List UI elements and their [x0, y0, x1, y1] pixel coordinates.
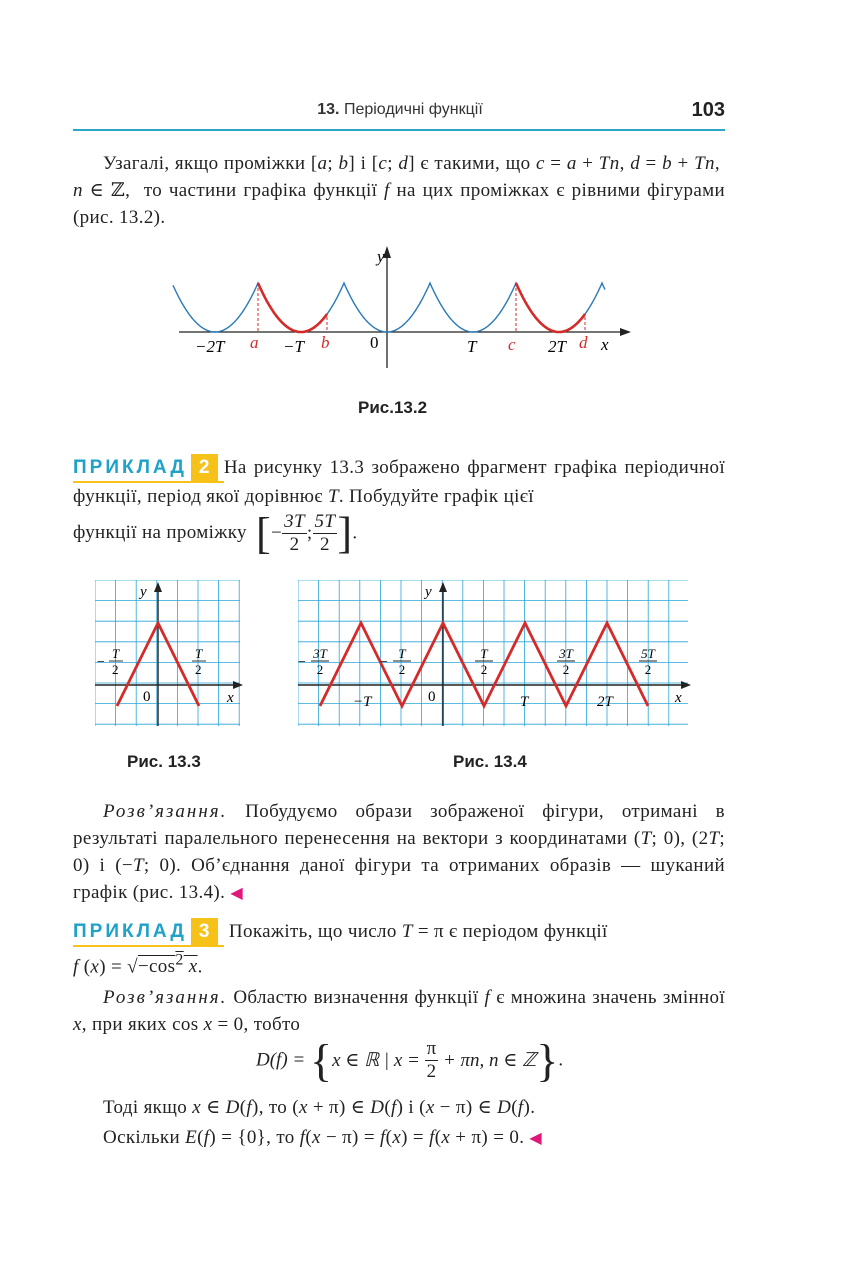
- chapter-number: 13.: [317, 101, 340, 118]
- interval-right-fraction: $\frac{5T}{2}$: [314, 511, 336, 556]
- solution-lead: Розв’язання.: [103, 987, 228, 1008]
- interval-left-fraction: $\frac{3T}{2}$: [284, 511, 305, 556]
- label-b: b: [321, 333, 330, 352]
- axis-y-label: y: [425, 584, 432, 600]
- svg-text:−: −: [380, 655, 388, 670]
- svg-text:2: 2: [644, 662, 652, 677]
- label-negT: −T: [353, 694, 372, 710]
- header-rule: [73, 129, 725, 131]
- running-header: [0, 101, 800, 119]
- figure-13-3: [95, 580, 245, 730]
- solution-3-text: Областю визначення функції f є множина значень змінної x, при яких cos x = 0, тобто: [73, 987, 725, 1035]
- example-number: 2: [191, 454, 218, 481]
- intro-paragraph: Узагалі, якщо проміжки [a; b] і [c; d] є такими, що c = a + Tn, d = b + Tn, n ∈ ℤ, то частини графіка функції f на цих проміжках є рівними фігурами (рис. 13.2).: [73, 153, 726, 228]
- highlight-segment-cd: [516, 283, 585, 332]
- example-3-tag: [73, 918, 224, 947]
- figure-13-4: [298, 580, 693, 730]
- figure-13-2: [165, 240, 635, 370]
- svg-text:−: −: [298, 655, 306, 670]
- solution-3-line-2: Тоді якщо x ∈ D(f), то (x + π) ∈ D(f) і (x − π) ∈ D(f).: [103, 1097, 536, 1118]
- label-T: T: [467, 337, 477, 356]
- tick-right-num: T: [195, 646, 203, 661]
- tick-fraction-label: [639, 646, 657, 677]
- example-2: [73, 454, 725, 510]
- svg-text:3T: 3T: [313, 646, 327, 661]
- end-marker-icon: ◀: [230, 885, 243, 902]
- highlight-segment-ab: [258, 283, 327, 332]
- axis-x-label: x: [601, 335, 609, 354]
- label-d: d: [579, 333, 588, 352]
- bracket-left: [: [256, 508, 272, 558]
- svg-text:2: 2: [398, 662, 406, 677]
- example-label: ПРИКЛАД: [73, 457, 187, 478]
- axis-y-label: y: [140, 584, 147, 600]
- tick-fraction-label: [557, 646, 575, 677]
- svg-text:3T: 3T: [559, 646, 573, 661]
- label-T: T: [520, 694, 529, 710]
- caption-13-2: Рис.13.2: [358, 398, 428, 417]
- example-3-formula: f $(x) = √-\cos^2$ x.: [73, 952, 203, 978]
- axis-y-label: y: [377, 247, 385, 266]
- pi-over-2: $\frac{\pi}{2}$: [426, 1038, 437, 1082]
- label-a: a: [250, 333, 259, 352]
- tick-fraction-label: [298, 646, 329, 677]
- tick-left-num: T: [112, 646, 120, 661]
- example-2-tag: [73, 454, 224, 483]
- label-negT: −T: [283, 337, 304, 356]
- svg-text:T: T: [480, 646, 488, 661]
- solution-2: [73, 798, 725, 907]
- svg-text:5T: 5T: [641, 646, 655, 661]
- interval-lead: функції на проміжку: [73, 522, 247, 543]
- end-marker-icon: ◀: [529, 1130, 543, 1147]
- axis-x-label: x: [227, 690, 234, 706]
- svg-text:2: 2: [480, 662, 488, 677]
- label-c: c: [508, 335, 516, 354]
- caption-13-3: Рис. 13.3: [127, 752, 201, 771]
- zero-label: 0: [428, 689, 436, 705]
- page-number: 103: [691, 99, 725, 121]
- minus-sign: −: [97, 655, 105, 670]
- svg-text:2: 2: [316, 662, 324, 677]
- bracket-right: ]: [337, 508, 353, 558]
- solution-2-text: Побудуємо образи зображеної фігури, отримані в результаті паралельного перенесення на вектори з координатами (T; 0), (2T; 0) і (−T; 0). Об’єднання даної фігури та отриманих образів — шуканий графік (рис. 13.4).: [73, 801, 726, 903]
- solution-3: [73, 984, 725, 1038]
- periodic-curve: [173, 283, 605, 332]
- solution-lead: Розв’язання.: [103, 801, 228, 822]
- tick-fraction-label: [475, 646, 493, 677]
- label-zero: 0: [370, 333, 379, 352]
- svg-text:2: 2: [562, 662, 570, 677]
- axis-x-label: x: [675, 690, 682, 706]
- example-label: ПРИКЛАД: [73, 921, 187, 942]
- svg-text:T: T: [398, 646, 406, 661]
- tick-right-den: 2: [195, 662, 202, 677]
- label-2T: 2T: [597, 694, 613, 710]
- example-number: 3: [191, 918, 218, 945]
- domain-formula: D(f) = {x ∈ ℝ | x = $\frac{\pi}{2}$ + πn, n ∈ ℤ}.: [256, 1035, 564, 1086]
- solution-3-line-3: Оскільки E(f) = {0}, то f(x − π) = f(x) = f(x + π) = 0. ◀: [103, 1127, 543, 1148]
- zero-label: 0: [143, 689, 151, 705]
- example-2-interval: функції на проміжку [− $\frac{3T}{2}$ ; $\frac{5T}{2}$ ].: [73, 508, 358, 558]
- chapter-title: Періодичні функції: [343, 101, 483, 118]
- label-neg2T: −2T: [195, 337, 225, 356]
- example-2-text: На рисунку 13.3 зображено фрагмент графіка періодичної функції, період якої дорівнює T. Побудуйте графік цієї: [73, 457, 725, 507]
- tick-left-den: 2: [112, 662, 119, 677]
- example-3-text: Покажіть, що число T = π є періодом функції: [228, 921, 608, 942]
- label-2T: 2T: [548, 337, 566, 356]
- example-3: [73, 918, 725, 980]
- caption-13-4: Рис. 13.4: [453, 752, 527, 771]
